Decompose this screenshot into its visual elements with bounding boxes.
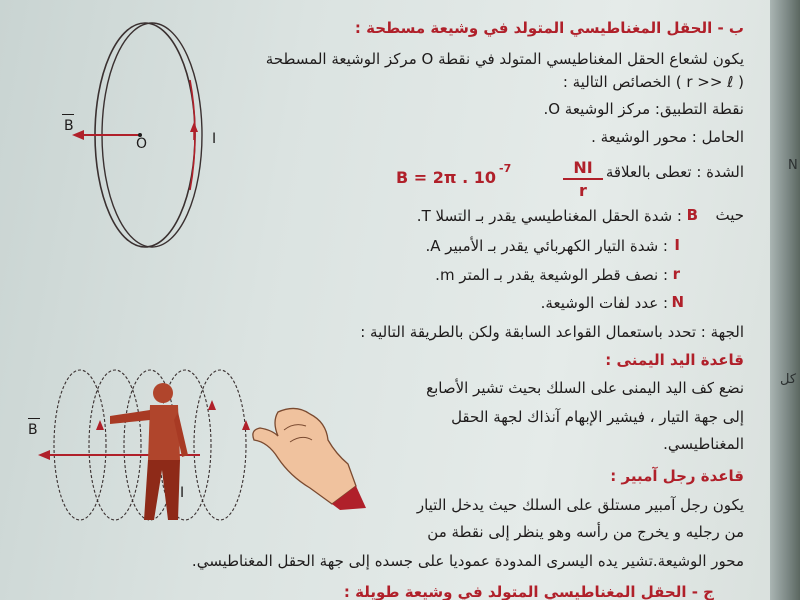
def-i-text: : شدة التيار الكهربائي يقدر بـ الأمبير A.: [425, 237, 668, 255]
right-hand-line-3: المغناطيسي.: [663, 435, 744, 453]
formula-numerator: NI: [563, 158, 603, 180]
def-b-symbol: B: [686, 206, 698, 224]
section-b-title: ب - الحقل المغناطيسي المتولد في وشيعة مسطحة :: [354, 19, 744, 37]
def-i-symbol: I: [674, 236, 680, 254]
edge-label-kl: كل: [780, 372, 797, 387]
next-section-title: ج - الحقل المغناطيسي المتولد في وشيعة طويلة :: [343, 583, 714, 600]
def-r-text: : نصف قطر الوشيعة يقدر بـ المتر m.: [435, 266, 668, 284]
intro-line-1: يكون لشعاع الحقل المغناطيسي المتولد في نقطة O مركز الوشيعة المسطحة: [265, 50, 744, 68]
ampere-line-2: من رجليه و يخرج من رأسه وهو ينظر إلى نقطة من: [427, 523, 744, 541]
field-formula: [388, 160, 748, 202]
def-n-text: : عدد لفات الوشيعة.: [540, 294, 668, 312]
fig1-label-b: B: [64, 118, 74, 134]
fig1-label-i: I: [212, 131, 217, 147]
direction-line: الجهة : تحدد باستعمال القواعد السابقة ولكن بالطريقة التالية :: [360, 323, 744, 341]
fig2-label-b: B: [28, 422, 38, 438]
ampere-title: قاعدة رجل آمبير :: [610, 467, 744, 485]
application-point: نقطة التطبيق: مركز الوشيعة O.: [543, 100, 744, 118]
ampere-line-1: يكون رجل آمبير مستلق على السلك حيث يدخل التيار: [416, 496, 744, 514]
right-hand-line-2: إلى جهة التيار ، فيشير الإبهام آنذاك لجهة الحقل: [451, 408, 744, 426]
edge-label-n: N: [788, 158, 798, 173]
def-n-symbol: N: [671, 293, 684, 311]
carrier: الحامل : محور الوشيعة .: [591, 128, 744, 146]
intro-line-2: ( r >> ℓ ) الخصائص التالية :: [562, 73, 744, 91]
def-r-symbol: r: [672, 265, 680, 283]
formula-fraction: [563, 158, 603, 200]
page-edge: [770, 0, 800, 600]
right-hand-line-1: نضع كف اليد اليمنى على السلك بحيث تشير الأصابع: [426, 379, 744, 397]
right-hand-title: قاعدة اليد اليمنى :: [605, 351, 744, 369]
flat-coil-figure: [40, 20, 220, 260]
ampere-man-figure: [20, 360, 260, 535]
intensity-label: الشدة : تعطى بالعلاقة: [605, 163, 744, 181]
formula-denominator: r: [579, 181, 587, 200]
right-hand-icon: [248, 400, 368, 510]
formula-lhs: B = 2π . 10: [396, 168, 497, 187]
fig2-label-i: I: [180, 485, 185, 501]
fig1-label-o: O: [136, 136, 148, 152]
vector-arrow-icon: [62, 114, 74, 115]
vector-arrow-icon-2: [28, 418, 40, 419]
where-prefix: حيث: [715, 206, 744, 224]
formula-exponent: -7: [499, 162, 512, 175]
ampere-line-3: محور الوشيعة.تشير يده اليسرى المدودة عموديا على جسده إلى جهة الحقل المغناطيسي.: [191, 552, 744, 570]
def-b-text: : شدة الحقل المغناطيسي يقدر بـ التسلا T.: [416, 207, 682, 225]
